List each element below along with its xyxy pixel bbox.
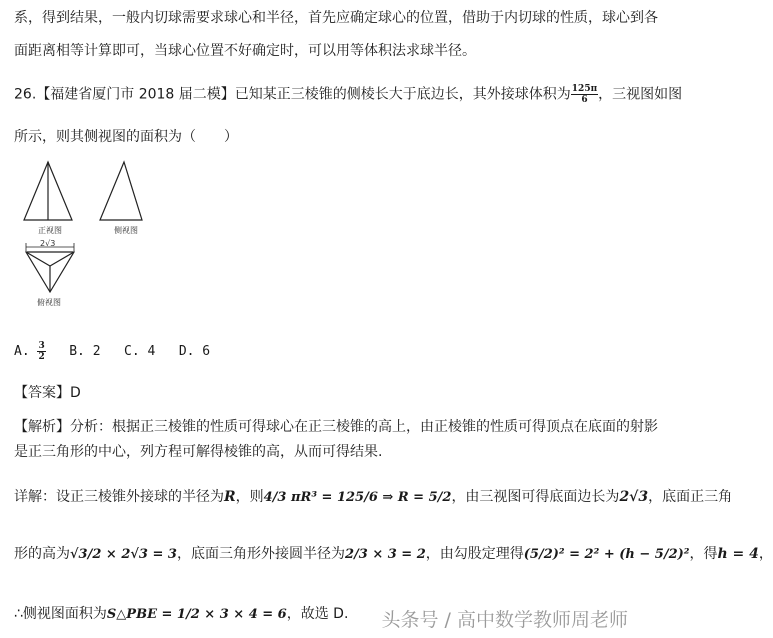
- option-a-fraction: $\frac{3}{2}$: [38, 341, 45, 362]
- detail-line-1: 详解：设正三棱锥外接球的半径为R，则4/3 πR³ = 125/6 ⇒ R = 5/2，由三视图可得底面边长为2√3，底面正三角: [14, 489, 733, 505]
- front-view-label: 正视图: [38, 226, 62, 235]
- option-a[interactable]: A.: [14, 344, 30, 359]
- options-row: [14, 341, 210, 362]
- question-line-2: 所示，则其侧视图的面积为（ ）: [14, 129, 238, 145]
- side-view: [100, 162, 142, 220]
- option-d[interactable]: D. 6: [178, 344, 211, 359]
- watermark: 头条号 / 高中数学教师周老师: [381, 609, 628, 631]
- option-b[interactable]: B. 2: [69, 344, 101, 359]
- question-source: 【福建省厦门市 2018 届二模】: [36, 86, 235, 103]
- question-line-1: [14, 84, 682, 105]
- top-view: [26, 252, 74, 292]
- detail-line-3: ∴侧视图面积为S△PBE = 1/2 × 3 × 4 = 6，故选 D.: [14, 606, 349, 622]
- intro-line-1: 系，得到结果，一般内切球需要求球心和半径，首先应确定球心的位置，借助于内切球的性质，球心到各: [14, 10, 658, 26]
- analysis-line-2: 是正三角形的中心，列方程可解得棱锥的高，从而可得结果.: [14, 444, 383, 460]
- detail-line-2: 形的高为√3/2 × 2√3 = 3，底面三角形外接圆半径为2/3 × 3 = 2，由勾股定理得(5/2)² = 2² + (h − 5/2)²，得h = 4，: [14, 546, 773, 562]
- question-tail: ，三视图如图: [598, 86, 683, 103]
- dimension-label: 2√3: [40, 239, 56, 248]
- volume-fraction: $\frac{125\pi}{6}$: [571, 84, 598, 105]
- analysis-line-1: 【解析】分析：根据正三棱锥的性质可得球心在正三棱锥的高上，由正棱锥的性质可得顶点在底面的射影: [14, 419, 658, 435]
- question-number: 26.: [14, 86, 37, 103]
- top-view-label: 俯视图: [37, 298, 61, 307]
- question-body: 已知某正三棱锥的侧棱长大于底边长，其外接球体积为: [234, 86, 571, 103]
- front-view: [24, 162, 72, 220]
- option-c[interactable]: C. 4: [124, 344, 156, 359]
- answer-line: 【答案】D: [14, 385, 81, 401]
- intro-line-2: 面距离相等计算即可，当球心位置不好确定时，可以用等体积法求球半径。: [14, 43, 476, 59]
- side-view-label: 侧视图: [114, 226, 138, 235]
